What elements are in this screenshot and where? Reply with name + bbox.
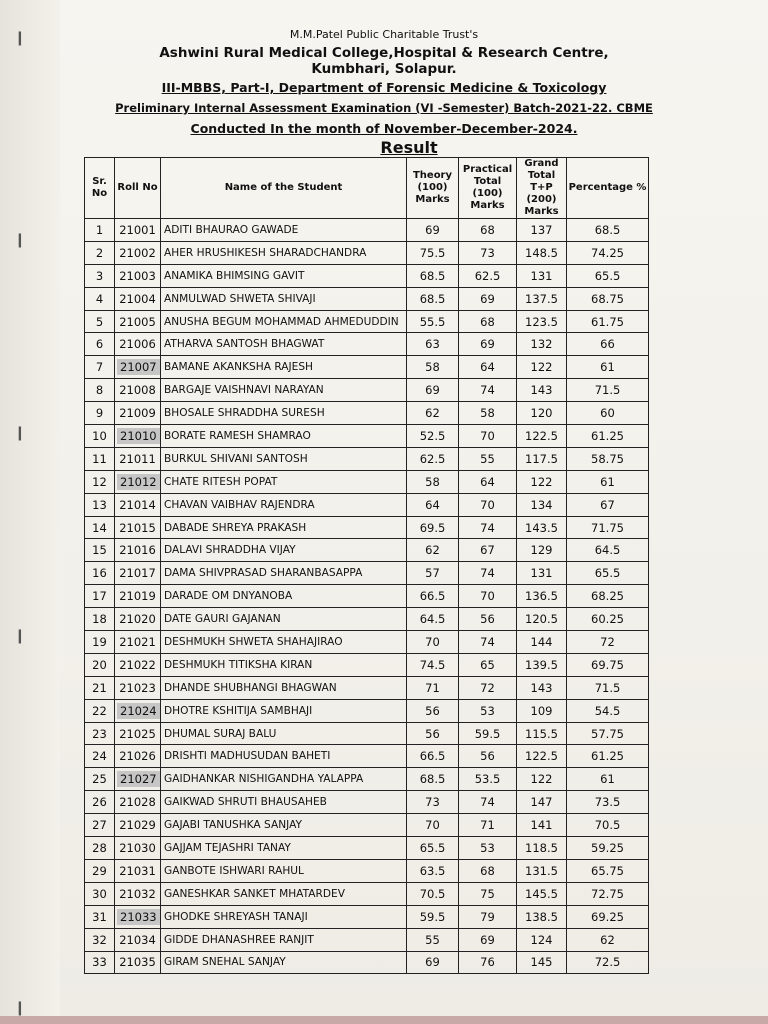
roll-cell: [115, 768, 161, 791]
student-name-cell: ANAMIKA BHIMSING GAVIT: [161, 264, 407, 287]
percentage-cell: 62: [567, 928, 649, 951]
roll-cell: 21015: [115, 516, 161, 539]
result-heading: Result: [380, 138, 438, 157]
percentage-cell: 69.25: [567, 905, 649, 928]
sr-cell: 30: [85, 882, 115, 905]
sr-cell: 10: [85, 425, 115, 448]
table-row: [85, 859, 649, 882]
grand-total-cell: 122: [517, 470, 567, 493]
table-row: [85, 608, 649, 631]
table-row: [85, 905, 649, 928]
percentage-cell: 59.25: [567, 837, 649, 860]
theory-marks-cell: 73: [407, 791, 459, 814]
student-name-cell: DARADE OM DNYANOBA: [161, 585, 407, 608]
department-title: III-MBBS, Part-I, Department of Forensic Medicine & Toxicology: [161, 80, 607, 95]
results-table-header: [85, 158, 649, 219]
percentage-cell: 71.5: [567, 379, 649, 402]
theory-marks-cell: 57: [407, 562, 459, 585]
student-name-cell: BORATE RAMESH SHAMRAO: [161, 425, 407, 448]
sr-cell: 20: [85, 653, 115, 676]
student-name-cell: GHODKE SHREYASH TANAJI: [161, 905, 407, 928]
punch-mark: ❙: [14, 232, 26, 248]
roll-cell: [115, 356, 161, 379]
percentage-cell: 61: [567, 768, 649, 791]
student-name-cell: DABADE SHREYA PRAKASH: [161, 516, 407, 539]
practical-marks-cell: 74: [459, 791, 517, 814]
student-name-cell: DHANDE SHUBHANGI BHAGWAN: [161, 676, 407, 699]
sr-cell: 29: [85, 859, 115, 882]
student-name-cell: DATE GAURI GAJANAN: [161, 608, 407, 631]
practical-marks-cell: 79: [459, 905, 517, 928]
student-name-cell: BAMANE AKANKSHA RAJESH: [161, 356, 407, 379]
theory-marks-cell: 56: [407, 699, 459, 722]
percentage-cell: 57.75: [567, 722, 649, 745]
student-name-cell: GANBOTE ISHWARI RAHUL: [161, 859, 407, 882]
col-header-name: Name of the Student: [161, 158, 407, 219]
table-row: [85, 516, 649, 539]
col-header-sr: Sr. No: [85, 158, 115, 219]
grand-total-cell: 132: [517, 333, 567, 356]
sr-cell: 11: [85, 447, 115, 470]
practical-marks-cell: 55: [459, 447, 517, 470]
roll-cell: 21019: [115, 585, 161, 608]
table-row: [85, 585, 649, 608]
practical-marks-cell: 62.5: [459, 264, 517, 287]
practical-marks-cell: 64: [459, 470, 517, 493]
practical-marks-cell: 59.5: [459, 722, 517, 745]
roll-cell: 21014: [115, 493, 161, 516]
theory-marks-cell: 68.5: [407, 768, 459, 791]
college-name-line2: Kumbhari, Solapur.: [311, 61, 457, 77]
theory-marks-cell: 69.5: [407, 516, 459, 539]
theory-marks-cell: 55: [407, 928, 459, 951]
roll-cell: 21021: [115, 631, 161, 654]
practical-marks-cell: 53: [459, 837, 517, 860]
student-name-cell: AHER HRUSHIKESH SHARADCHANDRA: [161, 241, 407, 264]
student-name-cell: CHAVAN VAIBHAV RAJENDRA: [161, 493, 407, 516]
theory-marks-cell: 65.5: [407, 837, 459, 860]
theory-marks-cell: 63.5: [407, 859, 459, 882]
sr-cell: 8: [85, 379, 115, 402]
table-row: [85, 951, 649, 974]
percentage-cell: 60.25: [567, 608, 649, 631]
table-row: [85, 722, 649, 745]
table-row: [85, 653, 649, 676]
sr-cell: 23: [85, 722, 115, 745]
sr-cell: 19: [85, 631, 115, 654]
theory-marks-cell: 69: [407, 951, 459, 974]
grand-total-cell: 124: [517, 928, 567, 951]
punch-mark: ❙: [14, 30, 26, 46]
percentage-cell: 71.5: [567, 676, 649, 699]
student-name-cell: GAJJAM TEJASHRI TANAY: [161, 837, 407, 860]
table-row: [85, 379, 649, 402]
table-row: [85, 837, 649, 860]
percentage-cell: 68.75: [567, 287, 649, 310]
student-name-cell: ADITI BHAURAO GAWADE: [161, 219, 407, 242]
percentage-cell: 68.5: [567, 219, 649, 242]
roll-cell: [115, 699, 161, 722]
sr-cell: 4: [85, 287, 115, 310]
grand-total-cell: 120.5: [517, 608, 567, 631]
roll-cell: 21003: [115, 264, 161, 287]
grand-total-cell: 131.5: [517, 859, 567, 882]
student-name-cell: DALAVI SHRADDHA VIJAY: [161, 539, 407, 562]
roll-cell: 21030: [115, 837, 161, 860]
student-name-cell: ANUSHA BEGUM MOHAMMAD AHMEDUDDIN: [161, 310, 407, 333]
percentage-cell: 67: [567, 493, 649, 516]
percentage-cell: 61: [567, 470, 649, 493]
practical-marks-cell: 69: [459, 287, 517, 310]
table-row: [85, 264, 649, 287]
percentage-cell: 68.25: [567, 585, 649, 608]
roll-cell: 21001: [115, 219, 161, 242]
percentage-cell: 54.5: [567, 699, 649, 722]
bottom-edge: [0, 1016, 768, 1024]
student-name-cell: BARGAJE VAISHNAVI NARAYAN: [161, 379, 407, 402]
sr-cell: 21: [85, 676, 115, 699]
percentage-cell: 65.5: [567, 562, 649, 585]
percentage-cell: 64.5: [567, 539, 649, 562]
grand-total-cell: 129: [517, 539, 567, 562]
roll-cell: [115, 905, 161, 928]
student-name-cell: BURKUL SHIVANI SANTOSH: [161, 447, 407, 470]
student-name-cell: DHOTRE KSHITIJA SAMBHAJI: [161, 699, 407, 722]
practical-marks-cell: 68: [459, 219, 517, 242]
table-row: [85, 425, 649, 448]
roll-cell: 21008: [115, 379, 161, 402]
theory-marks-cell: 74.5: [407, 653, 459, 676]
roll-highlight: 21033: [117, 909, 160, 925]
grand-total-cell: 144: [517, 631, 567, 654]
roll-cell: 21023: [115, 676, 161, 699]
results-table-body: [85, 219, 649, 974]
sr-cell: 22: [85, 699, 115, 722]
student-name-cell: GAIDHANKAR NISHIGANDHA YALAPPA: [161, 768, 407, 791]
grand-total-cell: 123.5: [517, 310, 567, 333]
roll-cell: 21016: [115, 539, 161, 562]
student-name-cell: DESHMUKH TITIKSHA KIRAN: [161, 653, 407, 676]
student-name-cell: DESHMUKH SHWETA SHAHAJIRAO: [161, 631, 407, 654]
practical-marks-cell: 58: [459, 402, 517, 425]
theory-marks-cell: 62.5: [407, 447, 459, 470]
practical-marks-cell: 70: [459, 585, 517, 608]
sr-cell: 24: [85, 745, 115, 768]
practical-marks-cell: 53.5: [459, 768, 517, 791]
sr-cell: 25: [85, 768, 115, 791]
roll-cell: 21031: [115, 859, 161, 882]
roll-cell: 21035: [115, 951, 161, 974]
theory-marks-cell: 58: [407, 470, 459, 493]
student-name-cell: GAIKWAD SHRUTI BHAUSAHEB: [161, 791, 407, 814]
college-name: [0, 45, 768, 77]
table-row: [85, 287, 649, 310]
table-row: [85, 402, 649, 425]
practical-marks-cell: 70: [459, 493, 517, 516]
theory-marks-cell: 62: [407, 539, 459, 562]
roll-highlight: 21012: [117, 474, 160, 490]
theory-marks-cell: 59.5: [407, 905, 459, 928]
sr-cell: 26: [85, 791, 115, 814]
roll-cell: 21002: [115, 241, 161, 264]
table-row: [85, 745, 649, 768]
student-name-cell: DAMA SHIVPRASAD SHARANBASAPPA: [161, 562, 407, 585]
practical-marks-cell: 69: [459, 333, 517, 356]
sr-cell: 27: [85, 814, 115, 837]
table-row: [85, 539, 649, 562]
table-row: [85, 928, 649, 951]
percentage-cell: 72.75: [567, 882, 649, 905]
percentage-cell: 61.25: [567, 745, 649, 768]
table-row: [85, 493, 649, 516]
roll-cell: [115, 425, 161, 448]
grand-total-cell: 122.5: [517, 425, 567, 448]
practical-marks-cell: 71: [459, 814, 517, 837]
exam-title: Preliminary Internal Assessment Examination (VI -Semester) Batch-2021-22. CBME: [115, 101, 653, 115]
grand-total-cell: 143.5: [517, 516, 567, 539]
roll-highlight: 21010: [117, 428, 160, 444]
col-header-roll: Roll No: [115, 158, 161, 219]
table-row: [85, 791, 649, 814]
percentage-cell: 61: [567, 356, 649, 379]
theory-marks-cell: 56: [407, 722, 459, 745]
theory-marks-cell: 55.5: [407, 310, 459, 333]
table-row: [85, 631, 649, 654]
table-row: [85, 882, 649, 905]
roll-cell: 21017: [115, 562, 161, 585]
table-row: [85, 310, 649, 333]
student-name-cell: DRISHTI MADHUSUDAN BAHETI: [161, 745, 407, 768]
table-row: [85, 356, 649, 379]
exam-month: Conducted In the month of November-December-2024.: [190, 121, 578, 136]
grand-total-cell: 118.5: [517, 837, 567, 860]
theory-marks-cell: 69: [407, 219, 459, 242]
punch-mark: ❙: [14, 425, 26, 441]
sr-cell: 7: [85, 356, 115, 379]
punch-mark: ❙: [14, 1000, 26, 1016]
trust-name: M.M.Patel Public Charitable Trust's: [289, 28, 479, 41]
theory-marks-cell: 70.5: [407, 882, 459, 905]
percentage-cell: 60: [567, 402, 649, 425]
student-name-cell: GIDDE DHANASHREE RANJIT: [161, 928, 407, 951]
sr-cell: 3: [85, 264, 115, 287]
percentage-cell: 66: [567, 333, 649, 356]
grand-total-cell: 137.5: [517, 287, 567, 310]
grand-total-cell: 145.5: [517, 882, 567, 905]
theory-marks-cell: 66.5: [407, 745, 459, 768]
percentage-cell: 72.5: [567, 951, 649, 974]
roll-highlight: 21007: [117, 359, 160, 375]
roll-cell: 21009: [115, 402, 161, 425]
table-row: [85, 699, 649, 722]
sr-cell: 32: [85, 928, 115, 951]
practical-marks-cell: 56: [459, 745, 517, 768]
sr-cell: 9: [85, 402, 115, 425]
table-row: [85, 676, 649, 699]
grand-total-cell: 145: [517, 951, 567, 974]
grand-total-cell: 122: [517, 356, 567, 379]
table-row: [85, 562, 649, 585]
grand-total-cell: 139.5: [517, 653, 567, 676]
student-name-cell: ATHARVA SANTOSH BHAGWAT: [161, 333, 407, 356]
roll-cell: 21029: [115, 814, 161, 837]
punch-mark: ❙: [14, 628, 26, 644]
grand-total-cell: 136.5: [517, 585, 567, 608]
practical-marks-cell: 74: [459, 516, 517, 539]
sr-cell: 33: [85, 951, 115, 974]
practical-marks-cell: 68: [459, 310, 517, 333]
student-name-cell: GANESHKAR SANKET MHATARDEV: [161, 882, 407, 905]
results-table: [84, 157, 649, 974]
theory-marks-cell: 64.5: [407, 608, 459, 631]
practical-marks-cell: 72: [459, 676, 517, 699]
roll-cell: 21004: [115, 287, 161, 310]
sr-cell: 16: [85, 562, 115, 585]
grand-total-cell: 120: [517, 402, 567, 425]
roll-cell: 21025: [115, 722, 161, 745]
grand-total-cell: 143: [517, 379, 567, 402]
grand-total-cell: 122: [517, 768, 567, 791]
percentage-cell: 58.75: [567, 447, 649, 470]
percentage-cell: 73.5: [567, 791, 649, 814]
theory-marks-cell: 69: [407, 379, 459, 402]
percentage-cell: 71.75: [567, 516, 649, 539]
sr-cell: 2: [85, 241, 115, 264]
grand-total-cell: 141: [517, 814, 567, 837]
practical-marks-cell: 76: [459, 951, 517, 974]
roll-cell: 21011: [115, 447, 161, 470]
theory-marks-cell: 63: [407, 333, 459, 356]
practical-marks-cell: 70: [459, 425, 517, 448]
roll-cell: 21005: [115, 310, 161, 333]
col-header-grand-total: Grand Total T+P (200) Marks: [517, 158, 567, 219]
practical-marks-cell: 65: [459, 653, 517, 676]
student-name-cell: GIRAM SNEHAL SANJAY: [161, 951, 407, 974]
table-row: [85, 447, 649, 470]
table-row: [85, 333, 649, 356]
college-name-line1: Ashwini Rural Medical College,Hospital & Research Centre,: [159, 45, 609, 61]
grand-total-cell: 109: [517, 699, 567, 722]
percentage-cell: 69.75: [567, 653, 649, 676]
percentage-cell: 65.75: [567, 859, 649, 882]
theory-marks-cell: 71: [407, 676, 459, 699]
roll-cell: 21026: [115, 745, 161, 768]
sr-cell: 28: [85, 837, 115, 860]
student-name-cell: DHUMAL SURAJ BALU: [161, 722, 407, 745]
percentage-cell: 65.5: [567, 264, 649, 287]
table-row: [85, 768, 649, 791]
student-name-cell: BHOSALE SHRADDHA SURESH: [161, 402, 407, 425]
theory-marks-cell: 68.5: [407, 264, 459, 287]
col-header-practical: Practical Total (100) Marks: [459, 158, 517, 219]
grand-total-cell: 148.5: [517, 241, 567, 264]
sr-cell: 18: [85, 608, 115, 631]
grand-total-cell: 134: [517, 493, 567, 516]
theory-marks-cell: 70: [407, 631, 459, 654]
practical-marks-cell: 69: [459, 928, 517, 951]
sr-cell: 5: [85, 310, 115, 333]
theory-marks-cell: 62: [407, 402, 459, 425]
table-row: [85, 241, 649, 264]
practical-marks-cell: 74: [459, 379, 517, 402]
grand-total-cell: 122.5: [517, 745, 567, 768]
roll-highlight: 21024: [117, 703, 160, 719]
roll-cell: 21034: [115, 928, 161, 951]
roll-cell: 21006: [115, 333, 161, 356]
practical-marks-cell: 68: [459, 859, 517, 882]
percentage-cell: 74.25: [567, 241, 649, 264]
percentage-cell: 61.25: [567, 425, 649, 448]
theory-marks-cell: 70: [407, 814, 459, 837]
practical-marks-cell: 64: [459, 356, 517, 379]
roll-cell: 21028: [115, 791, 161, 814]
roll-cell: 21020: [115, 608, 161, 631]
percentage-cell: 72: [567, 631, 649, 654]
student-name-cell: GAJABI TANUSHKA SANJAY: [161, 814, 407, 837]
grand-total-cell: 131: [517, 264, 567, 287]
roll-cell: 21032: [115, 882, 161, 905]
roll-highlight: 21027: [117, 771, 160, 787]
col-header-percentage: Percentage %: [567, 158, 649, 219]
practical-marks-cell: 53: [459, 699, 517, 722]
theory-marks-cell: 52.5: [407, 425, 459, 448]
sr-cell: 17: [85, 585, 115, 608]
practical-marks-cell: 67: [459, 539, 517, 562]
sr-cell: 15: [85, 539, 115, 562]
percentage-cell: 61.75: [567, 310, 649, 333]
sr-cell: 31: [85, 905, 115, 928]
grand-total-cell: 147: [517, 791, 567, 814]
roll-cell: [115, 470, 161, 493]
table-row: [85, 219, 649, 242]
sr-cell: 6: [85, 333, 115, 356]
sr-cell: 13: [85, 493, 115, 516]
practical-marks-cell: 74: [459, 631, 517, 654]
grand-total-cell: 131: [517, 562, 567, 585]
table-row: [85, 814, 649, 837]
roll-cell: 21022: [115, 653, 161, 676]
theory-marks-cell: 66.5: [407, 585, 459, 608]
practical-marks-cell: 73: [459, 241, 517, 264]
col-header-theory: Theory (100) Marks: [407, 158, 459, 219]
sr-cell: 14: [85, 516, 115, 539]
percentage-cell: 70.5: [567, 814, 649, 837]
practical-marks-cell: 75: [459, 882, 517, 905]
sr-cell: 1: [85, 219, 115, 242]
theory-marks-cell: 64: [407, 493, 459, 516]
grand-total-cell: 143: [517, 676, 567, 699]
student-name-cell: ANMULWAD SHWETA SHIVAJI: [161, 287, 407, 310]
grand-total-cell: 117.5: [517, 447, 567, 470]
grand-total-cell: 138.5: [517, 905, 567, 928]
theory-marks-cell: 68.5: [407, 287, 459, 310]
sr-cell: 12: [85, 470, 115, 493]
theory-marks-cell: 75.5: [407, 241, 459, 264]
practical-marks-cell: 56: [459, 608, 517, 631]
grand-total-cell: 115.5: [517, 722, 567, 745]
student-name-cell: CHATE RITESH POPAT: [161, 470, 407, 493]
theory-marks-cell: 58: [407, 356, 459, 379]
grand-total-cell: 137: [517, 219, 567, 242]
table-row: [85, 470, 649, 493]
practical-marks-cell: 74: [459, 562, 517, 585]
